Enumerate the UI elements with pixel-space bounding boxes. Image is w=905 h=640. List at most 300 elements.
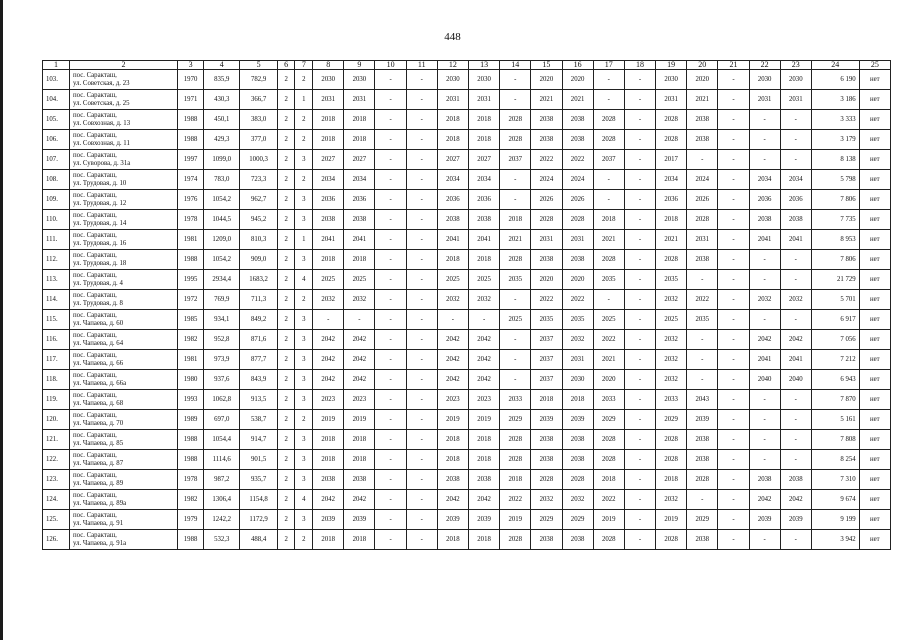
cell-col-14: 2028 (500, 110, 531, 130)
cell-col-10: - (375, 530, 406, 550)
cell-col-18: - (624, 90, 655, 110)
address-cell (70, 190, 178, 210)
cell-col-18: - (624, 370, 655, 390)
cell-col-18: - (624, 110, 655, 130)
cell-col-12: 2018 (437, 530, 468, 550)
row-number: 108. (43, 170, 70, 190)
cell-col-17: - (593, 70, 624, 90)
cell-col-8: 2042 (313, 330, 344, 350)
cell-col-9: 2039 (344, 510, 375, 530)
address-line: пос. Саракташ, (73, 91, 117, 99)
cell-col-14: 2035 (500, 270, 531, 290)
cell-col-23: - (780, 110, 811, 130)
cell-col-24: 3 333 (811, 110, 859, 130)
cell-col-23: 2038 (780, 210, 811, 230)
cell-col-19: 2028 (656, 130, 687, 150)
cell-col-12: 2039 (437, 510, 468, 530)
cell-col-4: 1044,5 (204, 210, 240, 230)
cell-col-23: - (780, 530, 811, 550)
cell-col-23: 2042 (780, 490, 811, 510)
cell-col-24: 7 806 (811, 250, 859, 270)
cell-col-20: 2038 (687, 130, 718, 150)
table-row (43, 90, 891, 110)
address-line: пос. Саракташ, (73, 531, 117, 539)
cell-col-10: - (375, 410, 406, 430)
cell-col-20: - (687, 350, 718, 370)
cell-col-4: 835,9 (204, 70, 240, 90)
address-cell (70, 170, 178, 190)
row-number: 122. (43, 450, 70, 470)
address-cell (70, 510, 178, 530)
cell-col-12: 2042 (437, 370, 468, 390)
address-cell (70, 230, 178, 250)
cell-col-10: - (375, 90, 406, 110)
address-line: ул. Суворова, д. 31а (73, 159, 131, 167)
column-header-23: 23 (780, 61, 811, 70)
cell-col-9: 2018 (344, 430, 375, 450)
cell-col-20: 2021 (687, 90, 718, 110)
column-header-5: 5 (240, 61, 277, 70)
table-row (43, 430, 891, 450)
address-line: ул. Чапаева, д. 89а (73, 499, 127, 507)
cell-col-11: - (406, 330, 437, 350)
address-line: ул. Совхозная, д. 11 (73, 139, 130, 147)
address-line: ул. Трудовая, д. 10 (73, 179, 127, 187)
cell-col-25: нет (859, 110, 890, 130)
cell-col-24: 7 806 (811, 190, 859, 210)
cell-col-8: 2030 (313, 70, 344, 90)
cell-col-14: 2018 (500, 470, 531, 490)
address-cell (70, 290, 178, 310)
cell-col-16: 2038 (562, 450, 593, 470)
cell-col-23: 2042 (780, 330, 811, 350)
cell-col-12: 2034 (437, 170, 468, 190)
cell-col-6: 2 (277, 470, 295, 490)
cell-col-19: 2018 (656, 210, 687, 230)
cell-col-21: - (718, 410, 749, 430)
cell-col-21: - (718, 150, 749, 170)
cell-col-7: 2 (295, 290, 313, 310)
cell-col-14: 2037 (500, 150, 531, 170)
cell-col-13: 2018 (469, 530, 500, 550)
cell-col-6: 2 (277, 390, 295, 410)
cell-col-18: - (624, 470, 655, 490)
cell-col-24: 3 179 (811, 130, 859, 150)
row-number: 123. (43, 470, 70, 490)
cell-col-13: 2039 (469, 510, 500, 530)
column-header-2: 2 (70, 61, 178, 70)
cell-col-5: 383,0 (240, 110, 277, 130)
column-header-14: 14 (500, 61, 531, 70)
cell-col-8: 2023 (313, 390, 344, 410)
cell-col-25: нет (859, 90, 890, 110)
row-number: 114. (43, 290, 70, 310)
cell-col-22: - (749, 410, 780, 430)
cell-col-5: 377,0 (240, 130, 277, 150)
cell-col-16: 2030 (562, 370, 593, 390)
cell-col-3: 1981 (178, 350, 204, 370)
column-header-16: 16 (562, 61, 593, 70)
address-cell (70, 150, 178, 170)
housing-table (42, 60, 891, 550)
column-header-15: 15 (531, 61, 562, 70)
cell-col-24: 5 701 (811, 290, 859, 310)
cell-col-22: - (749, 130, 780, 150)
cell-col-4: 1242,2 (204, 510, 240, 530)
cell-col-4: 1054,2 (204, 190, 240, 210)
cell-col-9: 2031 (344, 90, 375, 110)
cell-col-11: - (406, 430, 437, 450)
address-line: пос. Саракташ, (73, 151, 117, 159)
cell-col-11: - (406, 70, 437, 90)
cell-col-7: 1 (295, 90, 313, 110)
cell-col-15: 2038 (531, 430, 562, 450)
address-cell (70, 250, 178, 270)
address-line: пос. Саракташ, (73, 271, 117, 279)
cell-col-16: 2038 (562, 250, 593, 270)
cell-col-9: 2036 (344, 190, 375, 210)
cell-col-24: 7 056 (811, 330, 859, 350)
cell-col-25: нет (859, 470, 890, 490)
cell-col-19: 2032 (656, 350, 687, 370)
cell-col-10: - (375, 210, 406, 230)
cell-col-21: - (718, 490, 749, 510)
cell-col-5: 1683,2 (240, 270, 277, 290)
cell-col-18: - (624, 410, 655, 430)
address-cell (70, 350, 178, 370)
cell-col-10: - (375, 370, 406, 390)
cell-col-17: 2021 (593, 350, 624, 370)
cell-col-12: 2018 (437, 450, 468, 470)
cell-col-18: - (624, 490, 655, 510)
cell-col-25: нет (859, 230, 890, 250)
cell-col-8: 2027 (313, 150, 344, 170)
cell-col-8: 2042 (313, 370, 344, 390)
cell-col-17: 2037 (593, 150, 624, 170)
cell-col-11: - (406, 530, 437, 550)
cell-col-21: - (718, 90, 749, 110)
table-row (43, 410, 891, 430)
cell-col-10: - (375, 190, 406, 210)
cell-col-12: 2042 (437, 330, 468, 350)
cell-col-20: - (687, 330, 718, 350)
cell-col-16: 2021 (562, 90, 593, 110)
cell-col-17: 2028 (593, 430, 624, 450)
cell-col-21: - (718, 430, 749, 450)
cell-col-19: 2032 (656, 490, 687, 510)
column-header-8: 8 (313, 61, 344, 70)
address-line: пос. Саракташ, (73, 491, 117, 499)
column-header-19: 19 (656, 61, 687, 70)
cell-col-3: 1982 (178, 490, 204, 510)
cell-col-11: - (406, 130, 437, 150)
cell-col-18: - (624, 270, 655, 290)
table-row (43, 510, 891, 530)
address-line: ул. Трудовая, д. 4 (73, 279, 123, 287)
cell-col-13: 2025 (469, 270, 500, 290)
cell-col-14: 2033 (500, 390, 531, 410)
cell-col-17: - (593, 90, 624, 110)
address-cell (70, 70, 178, 90)
cell-col-18: - (624, 290, 655, 310)
cell-col-8: 2036 (313, 190, 344, 210)
cell-col-14: - (500, 170, 531, 190)
row-number: 118. (43, 370, 70, 390)
cell-col-19: 2033 (656, 390, 687, 410)
address-line: ул. Трудовая, д. 8 (73, 299, 123, 307)
column-header-11: 11 (406, 61, 437, 70)
cell-col-20: 2035 (687, 310, 718, 330)
cell-col-9: 2027 (344, 150, 375, 170)
cell-col-24: 6 190 (811, 70, 859, 90)
cell-col-6: 2 (277, 150, 295, 170)
cell-col-9: 2034 (344, 170, 375, 190)
cell-col-3: 1988 (178, 250, 204, 270)
address-line: пос. Саракташ, (73, 391, 117, 399)
row-number: 126. (43, 530, 70, 550)
address-cell (70, 270, 178, 290)
column-header-6: 6 (277, 61, 295, 70)
cell-col-14: 2028 (500, 250, 531, 270)
cell-col-23: - (780, 450, 811, 470)
row-number: 120. (43, 410, 70, 430)
cell-col-24: 9 674 (811, 490, 859, 510)
table-row (43, 230, 891, 250)
cell-col-12: 2018 (437, 110, 468, 130)
cell-col-15: 2024 (531, 170, 562, 190)
cell-col-12: 2031 (437, 90, 468, 110)
cell-col-18: - (624, 430, 655, 450)
cell-col-4: 1209,0 (204, 230, 240, 250)
cell-col-3: 1972 (178, 290, 204, 310)
cell-col-3: 1978 (178, 210, 204, 230)
cell-col-9: 2018 (344, 530, 375, 550)
address-line: пос. Саракташ, (73, 351, 117, 359)
cell-col-9: 2042 (344, 330, 375, 350)
cell-col-10: - (375, 230, 406, 250)
column-header-4: 4 (204, 61, 240, 70)
cell-col-12: 2036 (437, 190, 468, 210)
cell-col-21: - (718, 510, 749, 530)
cell-col-24: 8 254 (811, 450, 859, 470)
cell-col-14: 2028 (500, 130, 531, 150)
cell-col-5: 538,7 (240, 410, 277, 430)
cell-col-15: 2028 (531, 470, 562, 490)
address-line: пос. Саракташ, (73, 471, 117, 479)
column-header-9: 9 (344, 61, 375, 70)
cell-col-16: 2031 (562, 230, 593, 250)
cell-col-13: 2036 (469, 190, 500, 210)
cell-col-21: - (718, 370, 749, 390)
cell-col-25: нет (859, 70, 890, 90)
cell-col-23: 2032 (780, 290, 811, 310)
address-cell (70, 130, 178, 150)
cell-col-18: - (624, 250, 655, 270)
cell-col-7: 3 (295, 370, 313, 390)
cell-col-20: 2028 (687, 210, 718, 230)
cell-col-8: 2032 (313, 290, 344, 310)
cell-col-3: 1971 (178, 90, 204, 110)
cell-col-11: - (406, 110, 437, 130)
cell-col-5: 711,3 (240, 290, 277, 310)
column-header-22: 22 (749, 61, 780, 70)
cell-col-6: 2 (277, 90, 295, 110)
cell-col-9: 2042 (344, 370, 375, 390)
cell-col-10: - (375, 430, 406, 450)
cell-col-10: - (375, 350, 406, 370)
table-row (43, 310, 891, 330)
address-line: пос. Саракташ, (73, 251, 117, 259)
cell-col-7: 3 (295, 430, 313, 450)
cell-col-14: 2021 (500, 230, 531, 250)
address-line: ул. Чапаева, д. 66а (73, 379, 127, 387)
cell-col-16: 2038 (562, 530, 593, 550)
cell-col-12: 2027 (437, 150, 468, 170)
cell-col-9: 2041 (344, 230, 375, 250)
cell-col-15: 2035 (531, 310, 562, 330)
column-header-10: 10 (375, 61, 406, 70)
cell-col-5: 935,7 (240, 470, 277, 490)
cell-col-10: - (375, 70, 406, 90)
cell-col-21: - (718, 230, 749, 250)
cell-col-11: - (406, 190, 437, 210)
cell-col-24: 3 186 (811, 90, 859, 110)
cell-col-24: 7 735 (811, 210, 859, 230)
cell-col-17: 2018 (593, 210, 624, 230)
cell-col-21: - (718, 530, 749, 550)
cell-col-23: - (780, 250, 811, 270)
cell-col-10: - (375, 510, 406, 530)
cell-col-19: 2028 (656, 250, 687, 270)
cell-col-18: - (624, 390, 655, 410)
cell-col-20: 2038 (687, 250, 718, 270)
address-line: пос. Саракташ, (73, 331, 117, 339)
cell-col-25: нет (859, 450, 890, 470)
cell-col-20: 2038 (687, 450, 718, 470)
cell-col-19: 2021 (656, 230, 687, 250)
address-line: пос. Саракташ, (73, 211, 117, 219)
cell-col-21: - (718, 70, 749, 90)
cell-col-20: 2031 (687, 230, 718, 250)
cell-col-17: 2018 (593, 470, 624, 490)
cell-col-7: 2 (295, 70, 313, 90)
cell-col-20: 2029 (687, 510, 718, 530)
cell-col-14: 2028 (500, 430, 531, 450)
cell-col-5: 488,4 (240, 530, 277, 550)
cell-col-3: 1976 (178, 190, 204, 210)
cell-col-18: - (624, 130, 655, 150)
cell-col-14: - (500, 330, 531, 350)
cell-col-16: 2028 (562, 210, 593, 230)
cell-col-11: - (406, 230, 437, 250)
cell-col-24: 8 953 (811, 230, 859, 250)
cell-col-3: 1974 (178, 170, 204, 190)
cell-col-5: 1154,8 (240, 490, 277, 510)
cell-col-21: - (718, 290, 749, 310)
cell-col-25: нет (859, 350, 890, 370)
cell-col-5: 913,5 (240, 390, 277, 410)
cell-col-10: - (375, 270, 406, 290)
cell-col-5: 1000,3 (240, 150, 277, 170)
cell-col-25: нет (859, 150, 890, 170)
cell-col-22: - (749, 250, 780, 270)
cell-col-11: - (406, 390, 437, 410)
cell-col-16: 2038 (562, 430, 593, 450)
cell-col-21: - (718, 270, 749, 290)
cell-col-7: 4 (295, 270, 313, 290)
cell-col-9: 2038 (344, 470, 375, 490)
row-number: 107. (43, 150, 70, 170)
address-line: ул. Чапаева, д. 68 (73, 399, 124, 407)
cell-col-14: 2018 (500, 210, 531, 230)
cell-col-16: 2039 (562, 410, 593, 430)
cell-col-4: 937,6 (204, 370, 240, 390)
cell-col-17: 2029 (593, 410, 624, 430)
cell-col-4: 783,0 (204, 170, 240, 190)
table-row (43, 350, 891, 370)
cell-col-19: 2036 (656, 190, 687, 210)
cell-col-23: - (780, 410, 811, 430)
cell-col-8: - (313, 310, 344, 330)
cell-col-19: 2028 (656, 430, 687, 450)
cell-col-7: 3 (295, 210, 313, 230)
cell-col-7: 1 (295, 230, 313, 250)
address-cell (70, 330, 178, 350)
cell-col-11: - (406, 350, 437, 370)
cell-col-25: нет (859, 490, 890, 510)
cell-col-17: - (593, 190, 624, 210)
cell-col-20: 2028 (687, 470, 718, 490)
cell-col-16: 2020 (562, 70, 593, 90)
cell-col-12: 2018 (437, 250, 468, 270)
cell-col-22: 2040 (749, 370, 780, 390)
cell-col-12: 2038 (437, 210, 468, 230)
cell-col-18: - (624, 210, 655, 230)
cell-col-12: 2032 (437, 290, 468, 310)
row-number: 105. (43, 110, 70, 130)
cell-col-20: 2024 (687, 170, 718, 190)
cell-col-20: 2043 (687, 390, 718, 410)
cell-col-22: 2039 (749, 510, 780, 530)
cell-col-9: 2018 (344, 450, 375, 470)
cell-col-8: 2025 (313, 270, 344, 290)
row-number: 109. (43, 190, 70, 210)
cell-col-22: 2038 (749, 470, 780, 490)
cell-col-5: 871,6 (240, 330, 277, 350)
cell-col-4: 952,8 (204, 330, 240, 350)
cell-col-15: 2020 (531, 70, 562, 90)
cell-col-25: нет (859, 270, 890, 290)
cell-col-7: 3 (295, 450, 313, 470)
cell-col-19: 2028 (656, 530, 687, 550)
address-line: пос. Саракташ, (73, 291, 117, 299)
cell-col-5: 366,7 (240, 90, 277, 110)
cell-col-12: 2038 (437, 470, 468, 490)
cell-col-24: 21 729 (811, 270, 859, 290)
table-row (43, 390, 891, 410)
cell-col-18: - (624, 350, 655, 370)
cell-col-7: 3 (295, 250, 313, 270)
cell-col-6: 2 (277, 310, 295, 330)
cell-col-17: 2020 (593, 370, 624, 390)
column-header-21: 21 (718, 61, 749, 70)
cell-col-3: 1995 (178, 270, 204, 290)
cell-col-22: - (749, 150, 780, 170)
cell-col-20: - (687, 150, 718, 170)
address-cell (70, 90, 178, 110)
cell-col-4: 2934,4 (204, 270, 240, 290)
cell-col-4: 450,1 (204, 110, 240, 130)
